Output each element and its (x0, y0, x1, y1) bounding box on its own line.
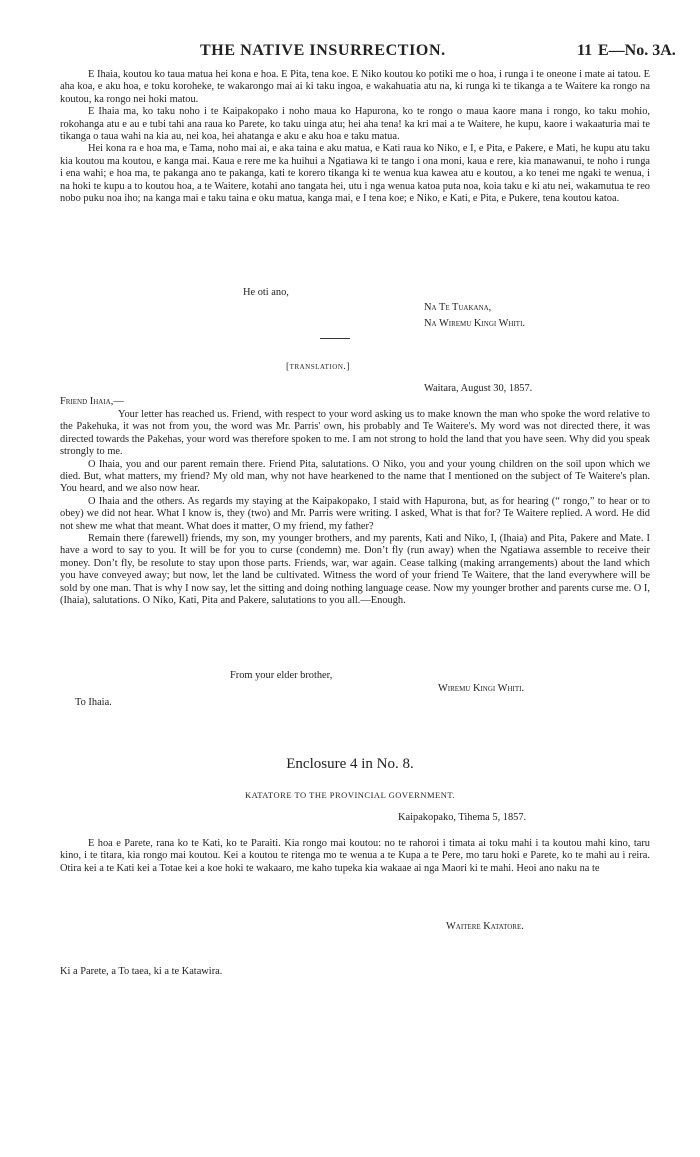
page-header-title: THE NATIVE INSURRECTION. (200, 42, 446, 59)
enclosure-title: Enclosure 4 in No. 8. (286, 756, 414, 772)
translation-paragraph-1: Your letter has reached us. Friend, with respect to your word asking us to make known the man who spoke the word relative to the Pakehuka, it was not from you, the word was Mr. Parris' own, his probably and Te Waitere's. My word was not directed there, it was directed towards the Pakehas, your word was therefore spoken to me. I am not strong to hold the land that you have seen. Why did you speak strongly to me. (60, 409, 650, 458)
maori-signature-line-1: Na Te Tuakana, (424, 302, 492, 313)
translation-signature: Wiremu Kingi Whiti. (438, 683, 525, 694)
maori-letter-body (60, 69, 650, 205)
translation-salutation: Friend Ihaia,— (60, 396, 124, 407)
translation-paragraph-4: Remain there (farewell) friends, my son, my younger brothers, and my parents, Kati and Niko, I, (Ihaia) and Pita, Pakere and Mate. I have a word to say to you. It will be for you to curse (condemn) me. Don’t fly (run away) when the Ngatiawa assemble to receive their money. Don’t fly, be resolute to stay upon those parts. Friends, war, war again. Cease talking (making arrangements) about the land which you have conveyed away; but now, let the land be cultivated. Witness the word of your friend Te Waitere, that the land everywhere will be sold by one man. That is why I now say, let the sitting and doing nothing language cease. Now my younger brother and parents curse me. O I, (Ihaia), salutations. O Niko, Kati, Pita and Pakere, salutations to you all.—Enough. (60, 533, 650, 607)
translation-paragraph-3: O Ihaia and the others. As regards my staying at the Kaipakopako, I staid with Hapurona, but, as for hearing (“ rongo,” to hear or to obey) we did not hear. What I know is, they (two) and Mr. Parris were writing. I asked, What is that for? Te Waitere replied. A word. He did not shew me what that meant. What does it matter, O my friend, my father? (60, 495, 650, 532)
enclosure-signature: Waitere Katatore. (446, 921, 524, 932)
translation-addressee: To Ihaia. (75, 697, 112, 708)
page-number: 11 (577, 42, 593, 59)
maori-signature-line-2: Na Wiremu Kingi Whiti. (424, 318, 526, 329)
section-divider (320, 338, 350, 339)
translation-place-date: Waitara, August 30, 1857. (424, 383, 533, 394)
maori-paragraph-2: E Ihaia ma, ko taku noho i te Kaipakopako i noho maua ko Hapurona, ko te rongo o maua kaore mana i rongo, ko taku mohio, rokohanga atu e au e tubi tahi ana raua ko Parete, ko taku uinga atu; hei aha tena! ka kri mai a te Waitere, he kupu, kaore i wakaaturia mai te tikanga o taua wahi na kia au, nei koa, hei ahatanga e aku e aku hoa e taku matua. (60, 106, 650, 143)
translation-paragraph-2: O Ihaia, you and our parent remain there. Friend Pita, salutations. O Niko, you and your young children on the soil upon which we died. But, what matters, my friend? My old man, why not have hearkened to the name that I mentioned on the subject of Te Waitere's plan. You heard, and we also now hear. (60, 458, 650, 495)
translation-closing: From your elder brother, (230, 670, 333, 681)
enclosure-subtitle: KATATORE TO THE PROVINCIAL GOVERNMENT. (244, 790, 456, 800)
document-reference: E—No. 3A. (598, 42, 676, 59)
maori-paragraph-1: E Ihaia, koutou ko taua matua hei kona e hoa. E Pita, tena koe. E Niko koutou ko potiki me o hoa, i runga i te oneone i mate ai tatou. E aha koa, e aku hoa, e toku koroheke, te wakarongo mai ai ki taku ingoa, e wakahuatia atu na, ki runga ki te tikanga a te Waitere ka rongo na koutou, ka rongo nei hoki matou. (60, 69, 650, 105)
translation-body (60, 409, 650, 608)
enclosure-body (60, 838, 650, 875)
translation-heading: [translation.] (286, 362, 350, 372)
enclosure-addressee: Ki a Parete, a To taea, ki a te Katawira. (60, 966, 223, 977)
maori-closing: He oti ano, (243, 287, 289, 298)
enclosure-paragraph: E hoa e Parete, rana ko te Kati, ko te Paraiti. Kia rongo mai koutou: no te rahoroi i timata ai toku mahi i ta koutou mahi kino, taru kino, i te titara, kia rongo mai koutou. Kei a koutou te ritenga mo te wenua a te Kupa a te Pere, mo taru hoki e Parete, ko te mahi au i reira. Otira kei a te Kati kei a Totae kei a koe hoki te wakaaro, me kaho tupeka kia wakaae ai nga Maori ki te mahi. Heoi ano naku na te (60, 838, 650, 874)
enclosure-place-date: Kaipakopako, Tihema 5, 1857. (398, 812, 527, 823)
maori-paragraph-3: Hei kona ra e hoa ma, e Tama, noho mai ai, e aka taina e aku matua, e Kati raua ko Niko, e I, e Pita, e Pakere, e Mati, he kupu atu taku kia koutou ma koutou, e kanga mai. Kaua e rere me ka huihui a Ngatiawa ki te tango i ona moni, kaua e rere, kia manawanui, te noho i runga i ena wahi; e hoa ma, te pakanga ano te pakanga, kati te korero tikanga ki te wenua kua kawea atu e koutou, a ko tenei me ngaki te wenua, i na hoki te kupu a to koutou hoa, a te Waitere, kotahi ano tangata hei, utu i nga wenua katoa puta noa, koia taku e ki atu nei, wakamutua te reo nobo puku noa iho; na kanga mai e taku taina e oku matua, kanga mai, e I tena koe; e Niko, e Kati, e Pita, e Pukere, tena koutou katoa. (60, 143, 650, 205)
